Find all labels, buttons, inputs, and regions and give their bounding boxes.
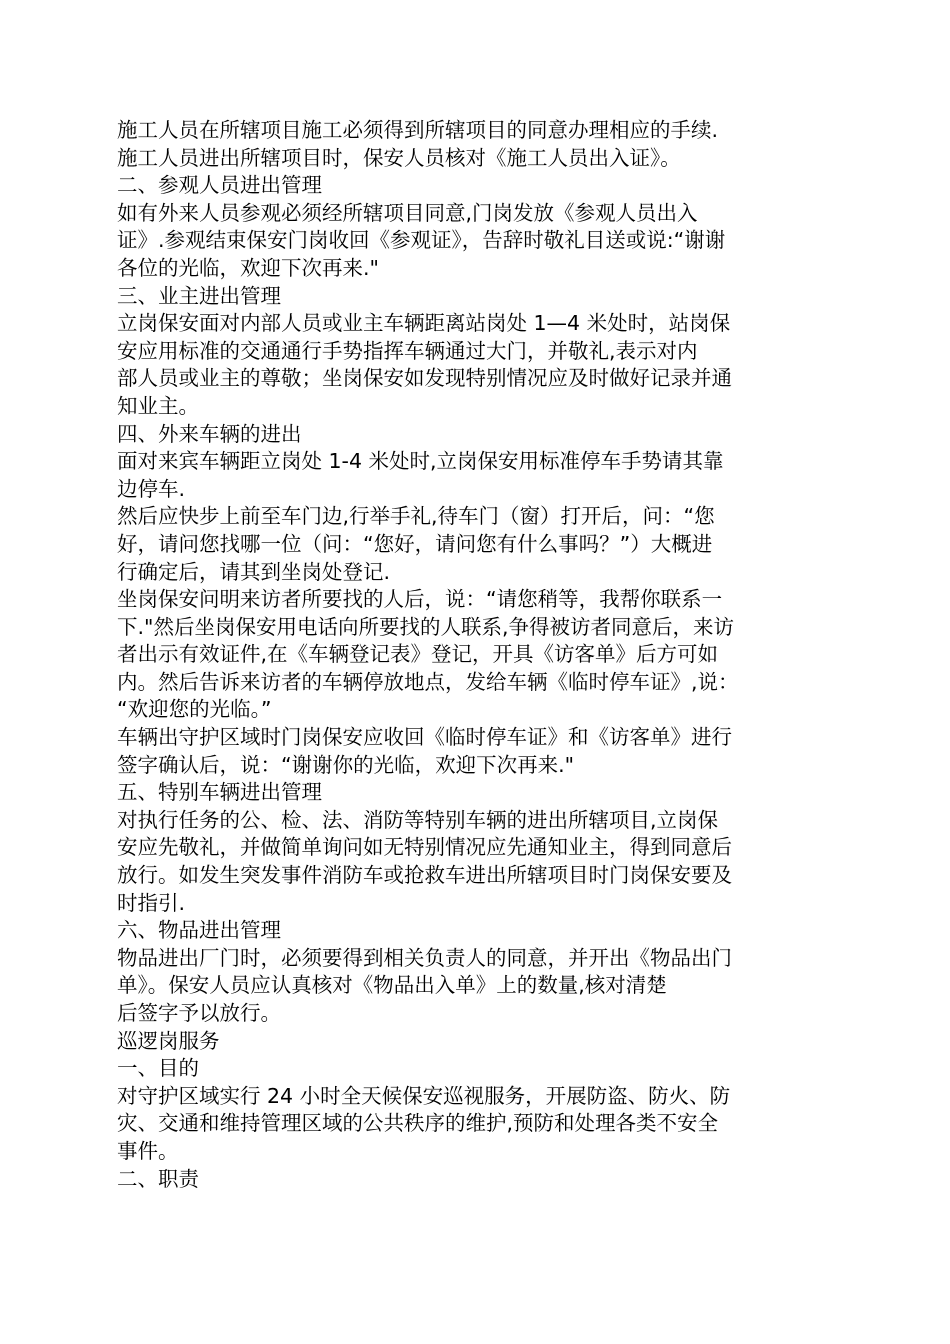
- section-heading: 二、参观人员进出管理: [117, 173, 322, 198]
- section-heading: 一、目的: [117, 1056, 199, 1081]
- text-line: 立岗保安面对内部人员或业主车辆距离站岗处 1—4 米处时，站岗保: [117, 311, 731, 336]
- section-heading: 四、外来车辆的进出: [117, 421, 302, 446]
- text-line: 证》.参观结束保安门岗收回《参观证》，告辞时敬礼目送或说:“谢谢: [117, 228, 726, 253]
- text-line: 行确定后，请其到坐岗处登记.: [117, 559, 391, 584]
- text-line: 好，请问您找哪一位（问：“您好，请问您有什么事吗？”）大概进: [117, 531, 713, 556]
- document-body: [117, 117, 839, 1193]
- text-line: 单》。保安人员应认真核对《物品出入单》上的数量,核对清楚: [117, 973, 667, 998]
- text-line: “欢迎您的光临。”: [117, 697, 272, 722]
- text-line: 边停车.: [117, 476, 186, 501]
- text-line: 物品进出厂门时，必须要得到相关负责人的同意，并开出《物品出门: [117, 945, 732, 970]
- text-line: 如有外来人员参观必须经所辖项目同意,门岗发放《参观人员出入: [117, 200, 698, 225]
- section-heading: 三、业主进出管理: [117, 283, 281, 308]
- section-heading: 五、特别车辆进出管理: [117, 780, 322, 805]
- text-line: 事件。: [117, 1138, 179, 1163]
- text-line: 后签字予以放行。: [117, 1001, 281, 1025]
- chapter-heading: 巡逻岗服务: [117, 1028, 220, 1053]
- text-line: 灾、交通和维持管理区域的公共秩序的维护,预防和处理各类不安全: [117, 1111, 719, 1136]
- text-line: 施工人员在所辖项目施工必须得到所辖项目的同意办理相应的手续.: [117, 118, 719, 142]
- text-line: 安应用标准的交通通行手势指挥车辆通过大门，并敬礼,表示对内: [117, 338, 698, 363]
- section-heading: 二、职责: [117, 1166, 199, 1191]
- text-line: 放行。如发生突发事件消防车或抢救车进出所辖项目时门岗保安要及: [117, 863, 732, 888]
- text-line: 车辆出守护区域时门岗保安应收回《临时停车证》和《访客单》进行: [117, 725, 732, 750]
- section-heading: 六、物品进出管理: [117, 918, 281, 943]
- text-line: 安应先敬礼，并做简单询问如无特别情况应先通知业主，得到同意后: [117, 835, 732, 860]
- text-line: 对守护区域实行 24 小时全天候保安巡视服务，开展防盗、防火、防: [117, 1083, 731, 1108]
- text-line: 面对来宾车辆距立岗处 1-4 米处时,立岗保安用标准停车手势请其靠: [117, 449, 724, 474]
- text-line: 下."然后坐岗保安用电话向所要找的人联系,争得被访者同意后，来访: [117, 614, 734, 639]
- text-line: 知业主。: [117, 393, 199, 418]
- text-line: 然后应快步上前至车门边,行举手礼,待车门（窗）打开后，问：“您: [117, 504, 715, 529]
- text-line: 时指引.: [117, 890, 186, 915]
- text-line: 内。然后告诉来访者的车辆停放地点，发给车辆《临时停车证》,说：: [117, 669, 739, 694]
- text-line: 坐岗保安问明来访者所要找的人后，说：“请您稍等，我帮你联系一: [117, 587, 723, 612]
- text-line: 者出示有效证件,在《车辆登记表》登记，开具《访客单》后方可如: [117, 642, 719, 667]
- text-line: 各位的光临，欢迎下次再来.": [117, 255, 379, 280]
- text-line: 签字确认后，说：“谢谢你的光临，欢迎下次再来.": [117, 752, 575, 777]
- text-line: 施工人员进出所辖项目时，保安人员核对《施工人员出入证》。: [117, 145, 681, 170]
- text-line: 对执行任务的公、检、法、消防等特别车辆的进出所辖项目,立岗保: [117, 807, 719, 832]
- text-line: 部人员或业主的尊敬；坐岗保安如发现特别情况应及时做好记录并通: [117, 366, 732, 391]
